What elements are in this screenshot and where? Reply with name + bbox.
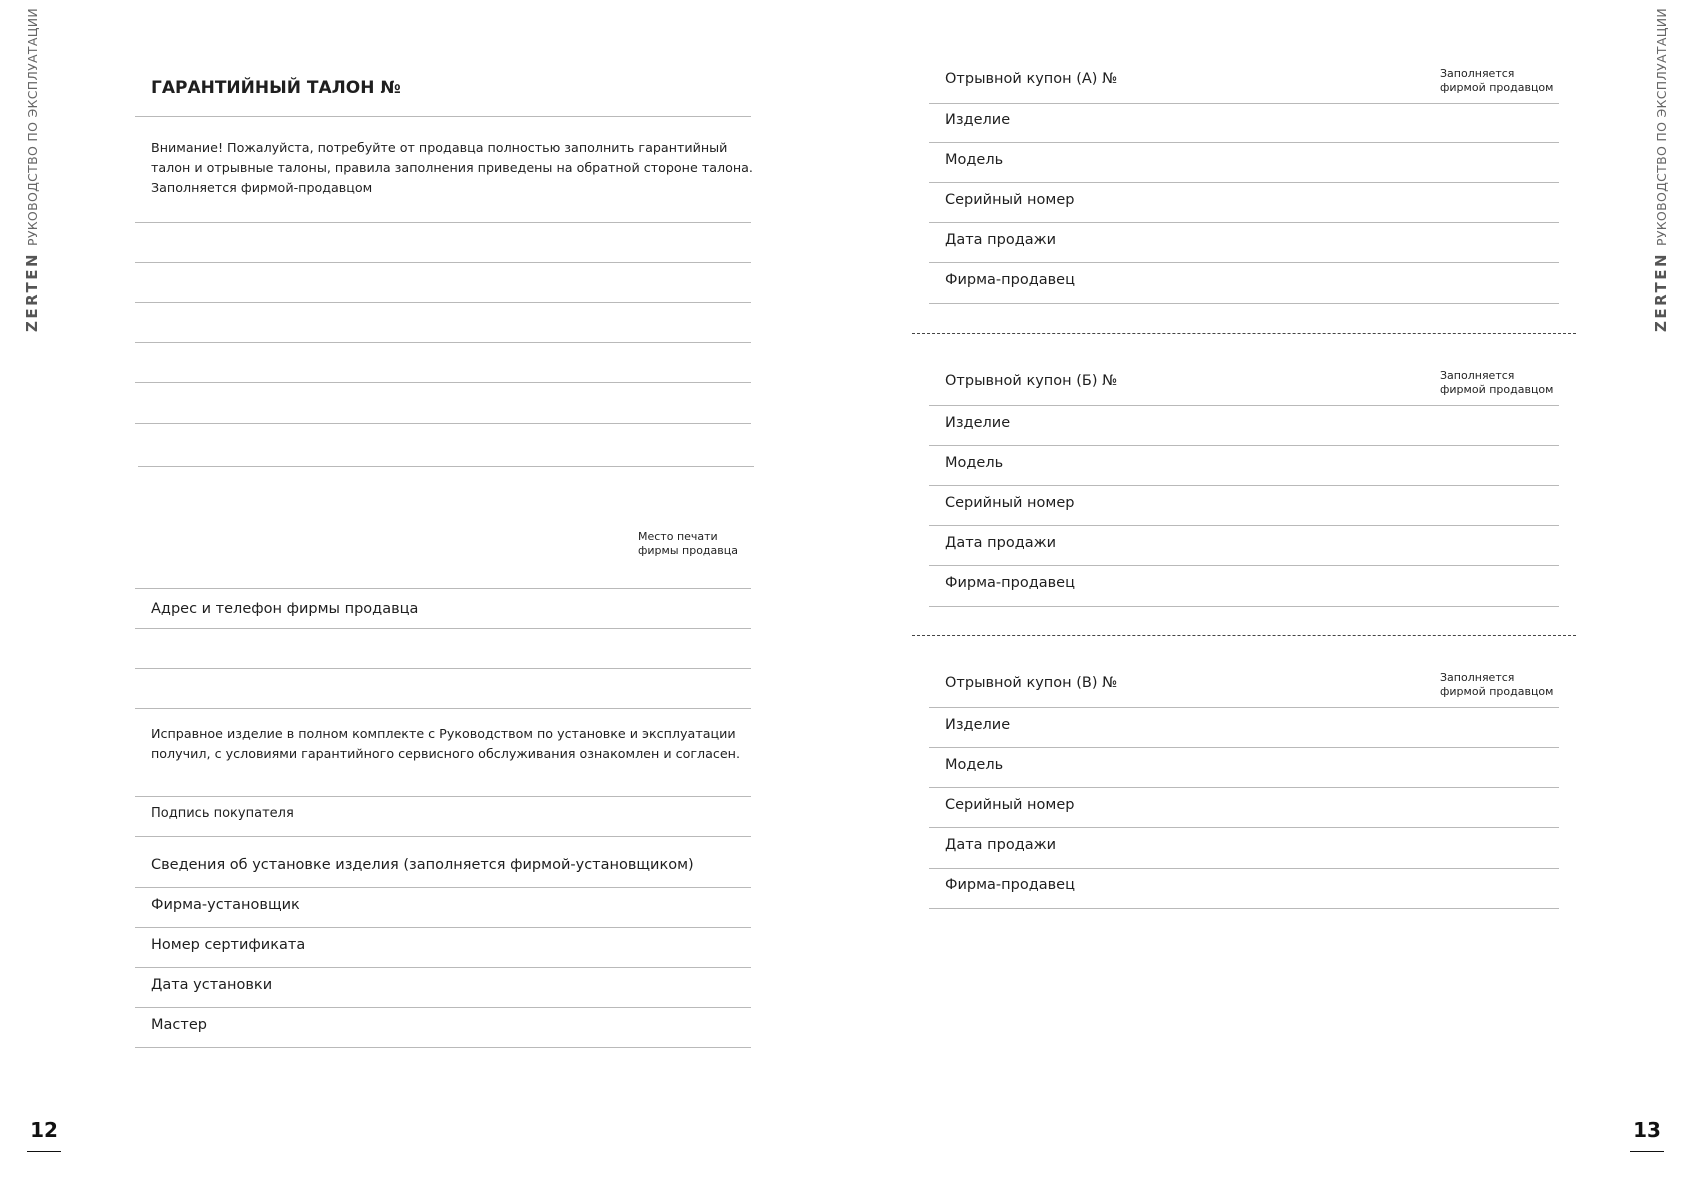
page-number: 13 — [1633, 1118, 1661, 1142]
coupon-a-field-serial: Серийный номер — [945, 192, 1075, 208]
divider — [135, 708, 751, 709]
field-line[interactable] — [929, 525, 1559, 526]
field-line[interactable] — [929, 222, 1559, 223]
divider — [929, 707, 1559, 708]
stamp-place-label: Место печати фирмы продавца — [638, 530, 738, 557]
coupon-v-field-serial: Серийный номер — [945, 797, 1075, 813]
blank-line[interactable] — [135, 302, 751, 303]
coupon-v-field-seller: Фирма-продавец — [945, 877, 1075, 893]
notice-text: Внимание! Пожалуйста, потребуйте от продавца полностью заполнить гарантийный талон и отрывные талоны, правила заполнения приведены на обратной стороне талона. Заполняется фирмой-продавцом — [151, 140, 753, 195]
coupon-b-title: Отрывной купон (Б) № — [945, 373, 1118, 389]
field-line[interactable] — [929, 303, 1559, 304]
field-line[interactable] — [929, 747, 1559, 748]
blank-line[interactable] — [135, 668, 751, 669]
field-line[interactable] — [929, 908, 1559, 909]
coupon-v-field-product: Изделие — [945, 717, 1011, 733]
coupon-a-field-product: Изделие — [945, 112, 1011, 128]
coupon-a-title: Отрывной купон (А) № — [945, 71, 1118, 87]
blank-line[interactable] — [135, 423, 751, 424]
installer-line[interactable] — [135, 927, 751, 928]
divider — [135, 116, 751, 117]
blank-line[interactable] — [135, 222, 751, 223]
master-line[interactable] — [135, 1047, 751, 1048]
field-line[interactable] — [929, 485, 1559, 486]
divider — [135, 588, 751, 589]
page-number-underline — [27, 1151, 61, 1152]
coupon-b-field-model: Модель — [945, 455, 1004, 471]
page-number-underline — [1630, 1151, 1664, 1152]
signature-label: Подпись покупателя — [151, 806, 294, 821]
divider — [135, 796, 751, 797]
coupon-v-note: Заполняется фирмой продавцом — [1440, 671, 1554, 698]
field-line[interactable] — [929, 182, 1559, 183]
field-line[interactable] — [929, 787, 1559, 788]
coupon-a-field-seller: Фирма-продавец — [945, 272, 1075, 288]
install-date-line[interactable] — [135, 1007, 751, 1008]
certificate-line[interactable] — [135, 967, 751, 968]
blank-line[interactable] — [135, 628, 751, 629]
coupon-b-field-sale-date: Дата продажи — [945, 535, 1057, 551]
tear-line — [912, 333, 1576, 334]
coupon-b-field-serial: Серийный номер — [945, 495, 1075, 511]
guide-title: РУКОВОДСТВО ПО ЭКСПЛУАТАЦИИ — [1654, 7, 1669, 246]
right-sidebar-guide — [1651, 0, 1671, 246]
divider — [929, 405, 1559, 406]
coupon-a-field-sale-date: Дата продажи — [945, 232, 1057, 248]
left-sidebar-guide — [22, 0, 42, 246]
signature-line[interactable] — [135, 836, 751, 837]
coupon-b-field-seller: Фирма-продавец — [945, 575, 1075, 591]
brand-logo: ZERTEN — [23, 251, 41, 332]
address-label: Адрес и телефон фирмы продавца — [151, 601, 419, 617]
installer-label: Фирма-установщик — [151, 897, 300, 913]
blank-line[interactable] — [135, 342, 751, 343]
tear-line — [912, 635, 1576, 636]
coupon-a-note: Заполняется фирмой продавцом — [1440, 67, 1554, 94]
field-line[interactable] — [929, 606, 1559, 607]
divider — [929, 103, 1559, 104]
blank-line[interactable] — [138, 466, 754, 467]
field-line[interactable] — [929, 827, 1559, 828]
blank-line[interactable] — [135, 382, 751, 383]
coupon-v-title: Отрывной купон (В) № — [945, 675, 1118, 691]
install-date-label: Дата установки — [151, 977, 273, 993]
blank-line[interactable] — [135, 262, 751, 263]
field-line[interactable] — [929, 868, 1559, 869]
guide-title: РУКОВОДСТВО ПО ЭКСПЛУАТАЦИИ — [25, 7, 40, 246]
certificate-label: Номер сертификата — [151, 937, 306, 953]
master-label: Мастер — [151, 1017, 207, 1033]
brand-logo: ZERTEN — [1652, 251, 1670, 332]
coupon-a-field-model: Модель — [945, 152, 1004, 168]
field-line[interactable] — [929, 565, 1559, 566]
install-header: Сведения об установке изделия (заполняется фирмой-установщиком) — [151, 857, 694, 873]
field-line[interactable] — [929, 262, 1559, 263]
coupon-v-field-model: Модель — [945, 757, 1004, 773]
divider — [135, 887, 751, 888]
receipt-text: Исправное изделие в полном комплекте с Руководством по установке и эксплуатации получил, с условиями гарантийного сервисного обслуживания ознакомлен и согласен. — [151, 726, 740, 761]
page-number: 12 — [30, 1118, 58, 1142]
coupon-b-field-product: Изделие — [945, 415, 1011, 431]
coupon-v-field-sale-date: Дата продажи — [945, 837, 1057, 853]
field-line[interactable] — [929, 445, 1559, 446]
warranty-card-title: ГАРАНТИЙНЫЙ ТАЛОН № — [151, 78, 401, 98]
coupon-b-note: Заполняется фирмой продавцом — [1440, 369, 1554, 396]
field-line[interactable] — [929, 142, 1559, 143]
